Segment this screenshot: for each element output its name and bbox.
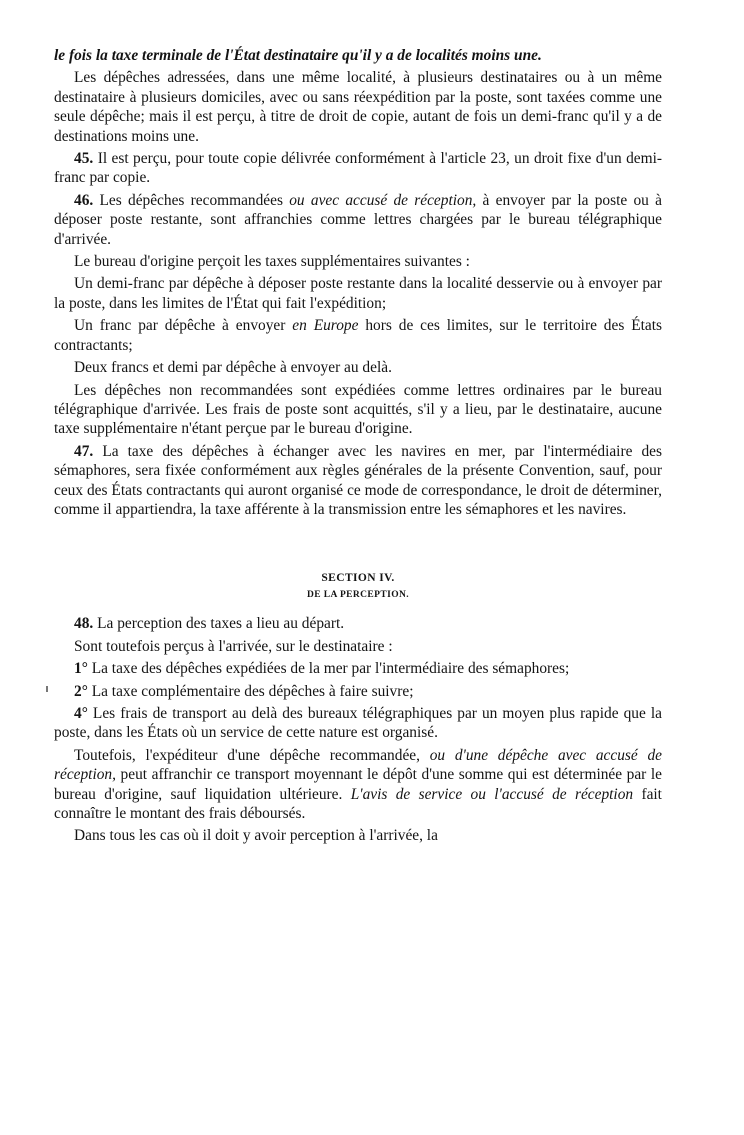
item-text: La taxe des dépêches expédiées de la mer par l'intermédiaire des sémaphores; [91,660,570,678]
article-number: 48. [74,615,94,633]
item-text: La taxe complémentaire des dépêches à faire suivre; [91,682,414,700]
continued-line-lead: le fois la taxe terminale de l'État destinataire qu'il y a de localités moins [54,47,511,64]
text-part-a: Toutefois, l'expéditeur d'une dépêche recommandée, [74,746,420,764]
paragraph-bureau-origine: Le bureau d'origine perçoit les taxes supplémentaires suivantes : [74,253,470,271]
article-number: 45. [74,150,94,168]
article-45 [54,149,662,188]
list-item-2 [54,682,662,701]
section-spacer [54,522,662,562]
continued-paragraph [54,46,662,65]
paragraph-percus-arrivee: Sont toutefois perçus à l'arrivée, sur le destinataire : [74,637,393,655]
continued-line-tail: une. [514,47,542,64]
section-title: SECTION IV. [321,572,395,585]
paragraph-un-franc [54,316,662,355]
paragraph-non-recommandees: Les dépêches non recommandées sont expédiées comme lettres ordinaires par le bureau télégraphique d'arrivée. Les frais de poste sont acquittés, s'il y a lieu, par le destinataire, aucune taxe supplémentaire n'étant perçue par le bureau d'origine. [54,381,662,438]
section-subtitle: DE LA PERCEPTION. [306,590,410,601]
item-number: 1° [74,660,88,678]
article-text: La taxe des dépêches à échanger avec les navires en mer, par l'intermédiaire des sémaphores, sera fixée conformément aux règles générales de la présente Convention, sauf, pour ceux des États contractants qui auront organisé ce mode de correspondance, le droit de déterminer, comme il appartiendra, la taxe afférente à la transmission entre les sémaphores et les navires. [54,442,662,518]
margin-mark [46,686,48,692]
text-part-a: Un franc par dépêche à envoyer [74,317,286,335]
text-part-italic: en Europe [292,317,359,335]
document-page [54,46,662,849]
text-part-italic-b: ou d'une dépêche avec accusé de réception, [54,746,663,784]
paragraph-dans-tous-les-cas: Dans tous les cas où il doit y avoir perception à l'arrivée, la [74,827,438,845]
list-item-4 [54,704,662,743]
article-47 [54,442,662,520]
text-part-c: hors de ces limites, sur le territoire des États contractants; [54,317,662,354]
article-48 [54,614,662,633]
paragraph-demi-franc: Un demi-franc par dépêche à déposer poste restante dans la localité desservie ou à envoyer par la poste, dans les limites de l'État qui fait l'expédition; [54,275,662,312]
item-text: Les frais de transport au delà des bureaux télégraphiques par un moyen plus rapide que la poste, dans les États où un service de cette nature est organisé. [54,704,662,742]
text-part-c: peut affranchir ce transport moyennant le dépôt d'une somme qui est déterminée par le bureau d'origine, sauf liquidation ultérieure. [54,766,662,803]
article-number: 47. [74,442,94,460]
article-text-italic: ou avec accusé de réception, [289,191,477,209]
paragraph-toutefois [54,746,662,824]
article-text-a: Les dépêches recommandées [99,191,283,209]
text-part-italic-d: L'avis de service ou l'accusé de réception [350,785,634,803]
paragraph-multiple-destinations: Les dépêches adressées, dans une même localité, à plusieurs destinataires ou à un même destinataire à plusieurs domiciles, avec ou sans réexpédition par la poste, sont taxées comme une seule dépêche; mais il est perçu, à titre de droit de copie, autant de fois un demi-franc qu'il y a de destinations moins une. [54,69,662,145]
article-46 [54,191,662,249]
article-text: Il est perçu, pour toute copie délivrée conformément à l'article 23, un droit fixe d'un demi-franc par copie. [54,150,662,187]
paragraph-deux-francs: Deux francs et demi par dépêche à envoyer au delà. [74,359,392,377]
text-part-e: fait connaître le montant des frais déboursés. [54,785,662,822]
article-text-c: à envoyer par la poste ou à déposer poste restante, sont affranchies comme lettres chargées par le bureau télégraphique d'arrivée. [54,191,662,248]
article-text: La perception des taxes a lieu au départ. [97,615,345,633]
item-number: 4° [74,704,88,722]
item-number: 2° [74,682,88,700]
list-item-1 [54,659,662,678]
article-number: 46. [74,191,94,209]
